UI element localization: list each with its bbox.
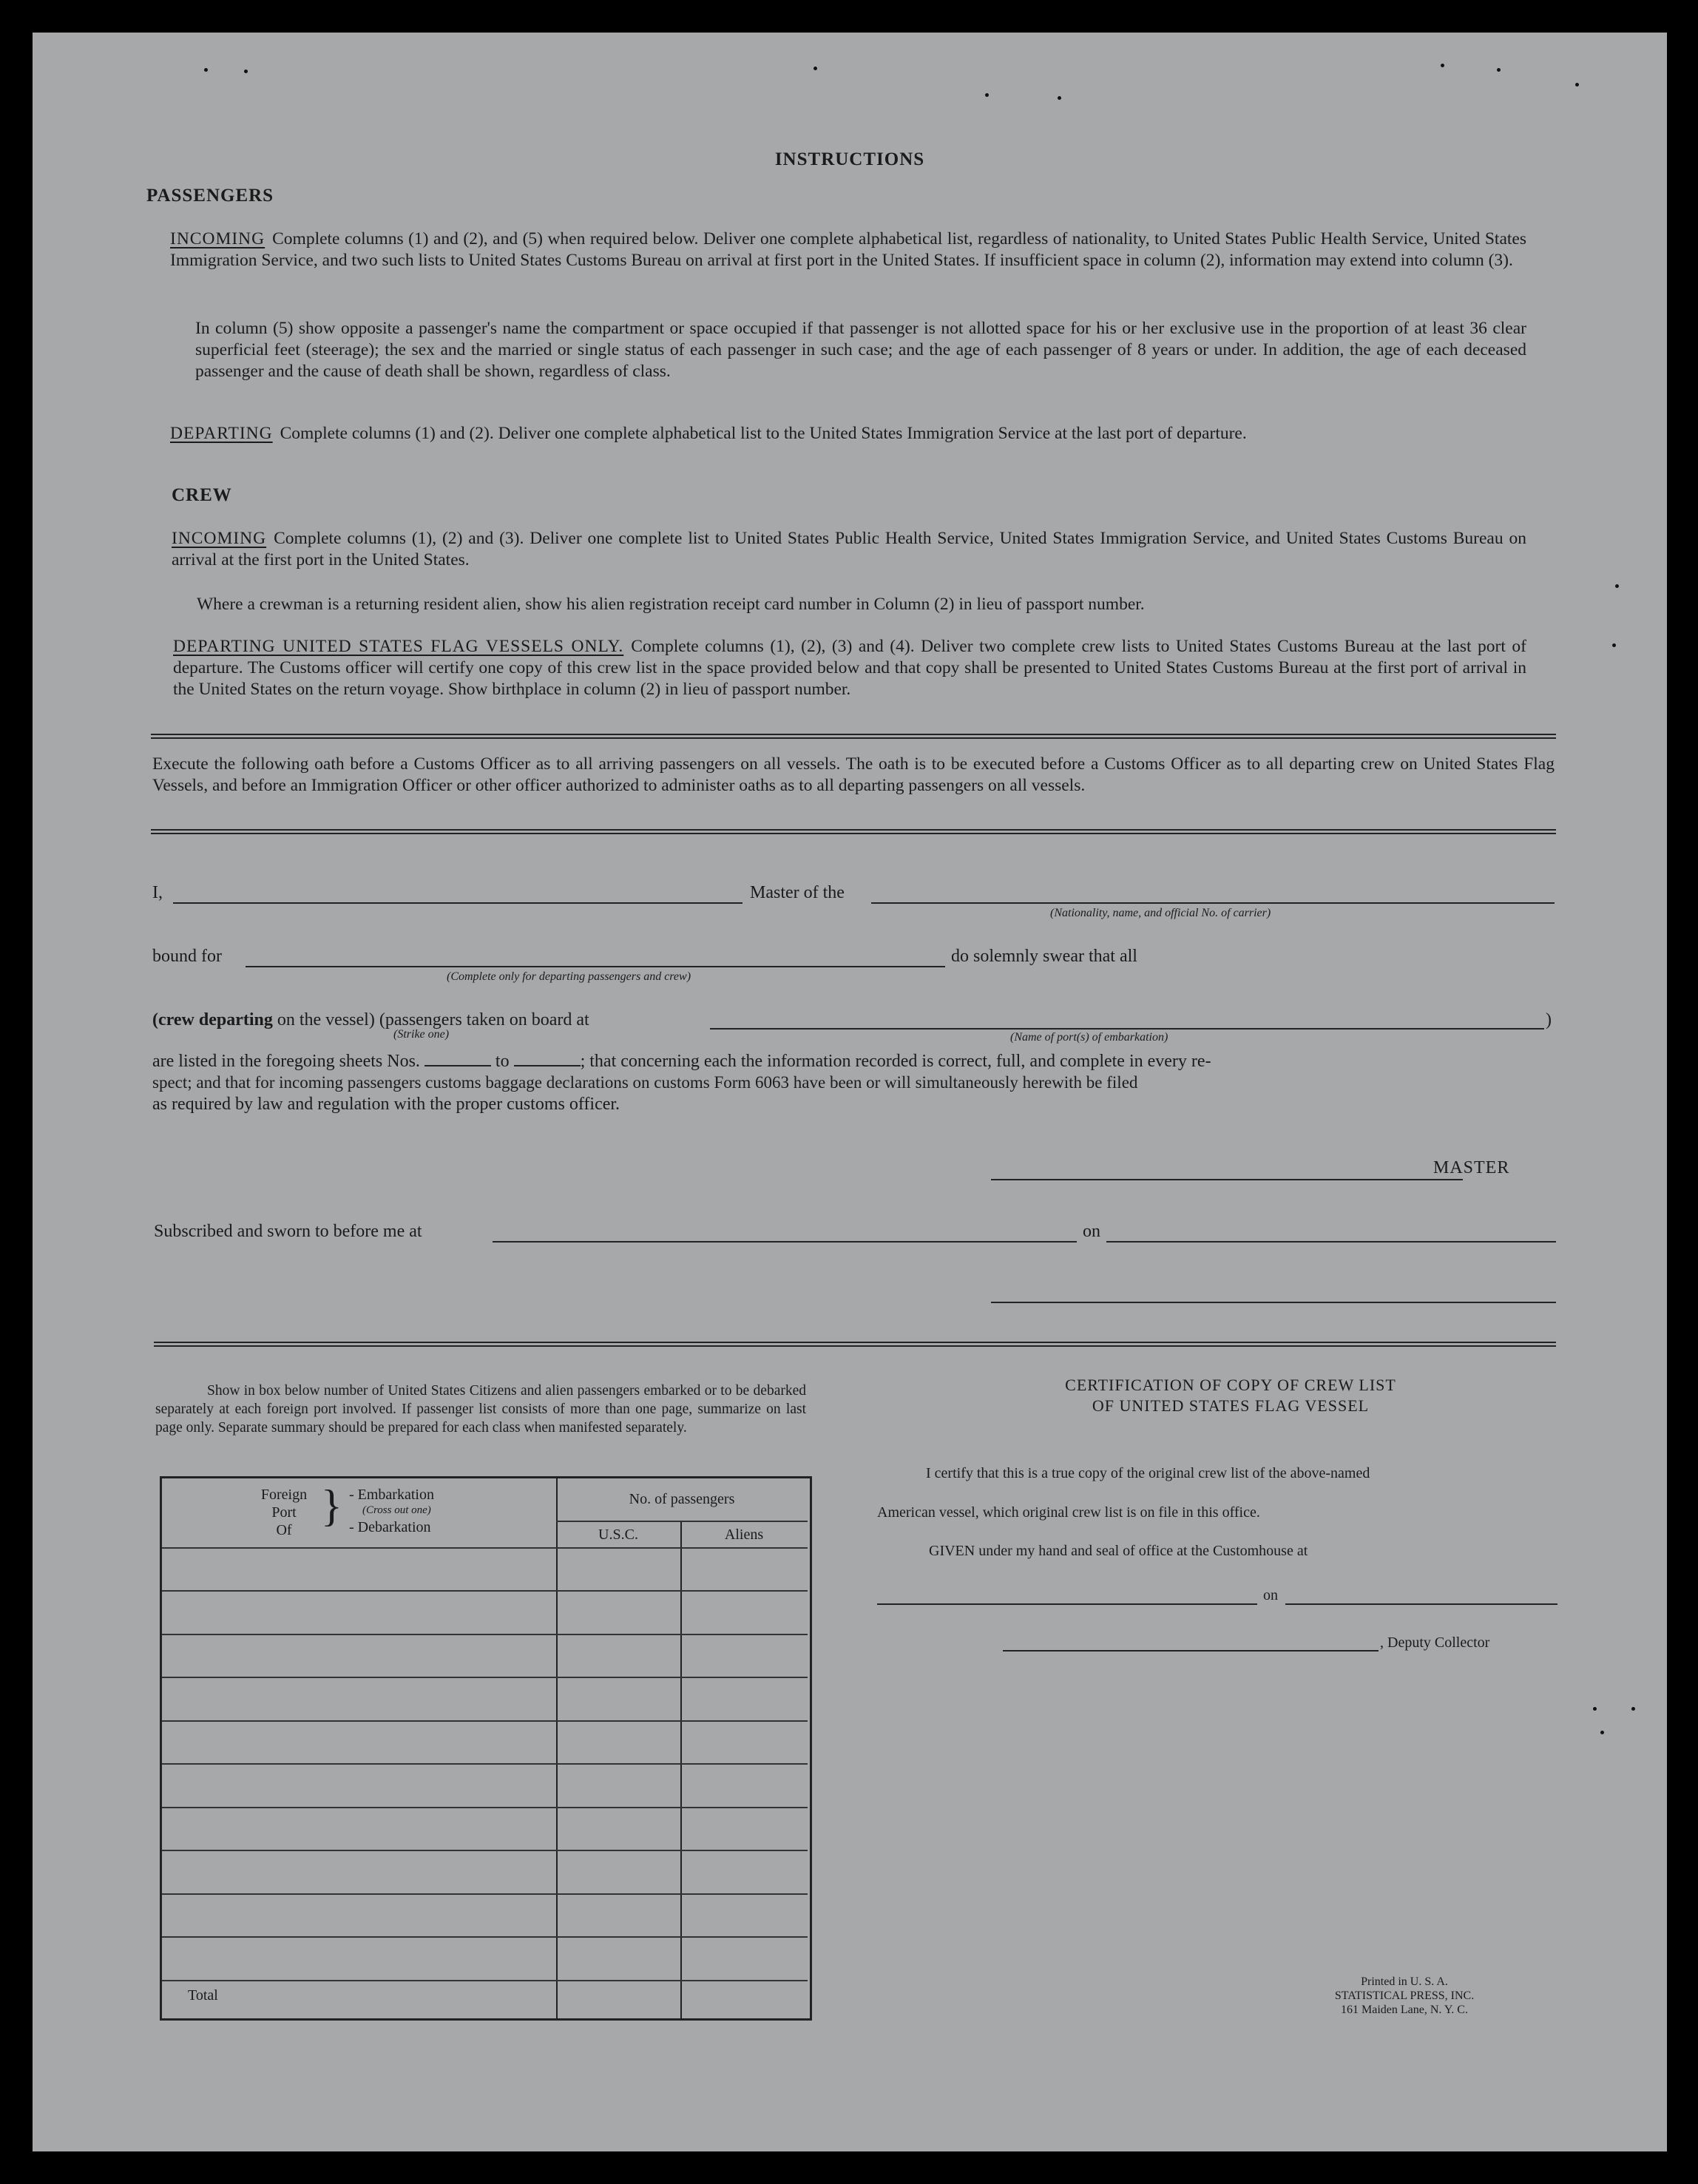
section-divider — [151, 734, 1556, 739]
document-page — [33, 33, 1667, 2151]
master-of-the-label: Master of the — [750, 883, 845, 902]
total-label: Total — [188, 1987, 218, 2004]
section-divider — [151, 829, 1556, 834]
scan-speck — [814, 67, 817, 70]
passengers-taken-text: (passengers taken on board at — [379, 1010, 589, 1030]
printer-line-3: 161 Maiden Lane, N. Y. C. — [1341, 2004, 1468, 2016]
carrier-note: (Nationality, name, and official No. of carrier) — [1050, 907, 1271, 919]
header-foreign: Foreign — [260, 1487, 308, 1503]
officer-signature-field[interactable] — [991, 1302, 1556, 1303]
crew-incoming-text: Complete columns (1), (2) and (3). Deliver one complete list to United States Public Health Service, United States Immigration Service, and United States Customs Bureau on arrival at the first port in the United States. — [172, 529, 1526, 569]
crew-passengers-line — [152, 1010, 589, 1030]
passengers-incoming-label: INCOMING — [170, 229, 265, 249]
passengers-incoming-text: Complete columns (1) and (2), and (5) when required below. Deliver one complete alphabetical list, regardless of nationality, to United States Public Health Service, United States Immigration Service, and two such lists to United States Customs Bureau on arrival at first port in the United States. If insufficient space in column (2), information may extend into column (3). — [170, 229, 1526, 270]
table-divider — [556, 1521, 808, 1522]
page-title: INSTRUCTIONS — [774, 149, 925, 169]
scan-speck — [244, 70, 248, 73]
sheet-to-field[interactable] — [514, 1065, 581, 1066]
certification-on: on — [1263, 1587, 1278, 1603]
header-cross-out: (Cross out one) — [362, 1504, 431, 1516]
header-port: Port — [271, 1504, 297, 1521]
passengers-incoming-paragraph — [170, 229, 1526, 271]
subscribed-label: Subscribed and sworn to before me at — [154, 1222, 422, 1241]
sworn-on-label: on — [1083, 1222, 1100, 1241]
table-divider — [556, 1476, 558, 2021]
table-row — [162, 1850, 808, 1851]
crew-incoming-label: INCOMING — [172, 529, 267, 548]
table-row — [162, 1763, 808, 1765]
scan-speck — [985, 93, 989, 97]
scan-speck — [1441, 64, 1444, 67]
table-row — [162, 1807, 808, 1808]
table-row — [162, 1720, 808, 1722]
scan-speck — [1058, 96, 1061, 100]
oath-instruction: Execute the following oath before a Customs Officer as to all arriving passengers on all vessels. The oath is to be executed before a Customs Officer as to all departing crew on United States Flag Vessels, and before an Immigration Officer or other officer authorized to administer oaths as to all departing passengers on all vessels. — [152, 754, 1555, 795]
bound-note: (Complete only for departing passengers and crew) — [447, 970, 691, 983]
bound-for-label: bound for — [152, 947, 222, 966]
sworn-place-field[interactable] — [493, 1241, 1077, 1243]
ports-note: (Name of port(s) of embarkation) — [1010, 1031, 1168, 1044]
sheet-from-field[interactable] — [424, 1065, 491, 1066]
brace-icon: } — [321, 1481, 342, 1530]
scan-speck — [1615, 584, 1619, 588]
header-debarkation: - Debarkation — [349, 1519, 431, 1535]
table-divider — [680, 1522, 682, 2021]
printer-line-2: STATISTICAL PRESS, INC. — [1334, 1989, 1475, 2002]
header-aliens: Aliens — [724, 1527, 764, 1543]
header-embarkation: - Embarkation — [349, 1487, 434, 1503]
sworn-date-field[interactable] — [1106, 1241, 1556, 1243]
on-vessel-text: on the vessel) — [277, 1010, 375, 1030]
deputy-collector-label: , Deputy Collector — [1380, 1634, 1490, 1651]
header-of: Of — [276, 1522, 292, 1538]
sheets-start: are listed in the foregoing sheets Nos. — [152, 1052, 420, 1071]
table-header-rule — [162, 1547, 808, 1549]
deputy-signature-field[interactable] — [1003, 1650, 1379, 1651]
crew-departing-text: (crew departing — [152, 1010, 273, 1030]
certification-title-2: OF UNITED STATES FLAG VESSEL — [1092, 1396, 1370, 1415]
master-name-field[interactable] — [173, 902, 743, 904]
table-row — [162, 1936, 808, 1938]
strike-one-note: (Strike one) — [393, 1028, 450, 1041]
crew-heading: CREW — [172, 485, 232, 505]
oath-line-2: spect; and that for incoming passengers customs baggage declarations on customs Form 6063 have been or will simultaneously herewith be filed — [152, 1073, 1138, 1092]
certification-line-2: American vessel, which original crew list is on file in this office. — [877, 1504, 1260, 1521]
crew-departing-label: DEPARTING UNITED STATES FLAG VESSELS ONLY. — [173, 637, 624, 656]
bound-for-field[interactable] — [246, 966, 945, 967]
sheets-line — [152, 1052, 1555, 1072]
swear-text: do solemnly swear that all — [951, 947, 1137, 966]
summary-instruction: Show in box below number of United States Citizens and alien passengers embarked or to be debarked separately at each foreign port involved. If passenger list consists of more than one page, summarize on last page only. Separate summary should be prepared for each class when manifested separately. — [155, 1383, 806, 1436]
scan-speck — [204, 68, 208, 72]
passengers-heading: PASSENGERS — [146, 186, 274, 206]
scan-speck — [1575, 83, 1579, 87]
scan-speck — [1497, 68, 1501, 72]
table-row — [162, 1893, 808, 1895]
passengers-departing-paragraph — [170, 423, 1526, 444]
passengers-departing-label: DEPARTING — [170, 424, 273, 443]
crew-resident-paragraph: Where a crewman is a returning resident alien, show his alien registration receipt card number in Column (2) in lieu of passport number. — [197, 595, 1145, 614]
customhouse-field[interactable] — [877, 1603, 1257, 1605]
section-divider — [154, 1342, 1556, 1347]
table-row — [162, 1980, 808, 1981]
header-no-passengers: No. of passengers — [629, 1491, 735, 1507]
certification-title-1: CERTIFICATION OF COPY OF CREW LIST — [1065, 1376, 1396, 1394]
table-row — [162, 1634, 808, 1635]
oath-i: I, — [152, 883, 163, 902]
embarkation-ports-field[interactable] — [710, 1028, 1544, 1030]
sheets-to: to — [495, 1052, 510, 1071]
scan-speck — [1593, 1707, 1597, 1711]
close-paren: ) — [1546, 1010, 1552, 1030]
scan-speck — [1612, 643, 1616, 647]
oath-line-3: as required by law and regulation with the proper customs officer. — [152, 1095, 620, 1114]
crew-departing-paragraph — [173, 636, 1526, 700]
header-usc: U.S.C. — [598, 1527, 638, 1543]
table-row — [162, 1677, 808, 1678]
printer-imprint — [1260, 1975, 1549, 2017]
passengers-departing-text: Complete columns (1) and (2). Deliver one complete alphabetical list to the United States Immigration Service at the last port of departure. — [280, 424, 1247, 443]
scan-speck — [1631, 1707, 1635, 1711]
certification-line-3: GIVEN under my hand and seal of office at the Customhouse at — [929, 1543, 1308, 1559]
summary-table — [160, 1476, 812, 2021]
table-row — [162, 1590, 808, 1592]
master-signature-field[interactable] — [991, 1179, 1463, 1180]
scan-speck — [1600, 1731, 1604, 1734]
master-label: MASTER — [1430, 1158, 1509, 1178]
crew-incoming-paragraph — [172, 528, 1526, 571]
certification-date-field[interactable] — [1285, 1603, 1557, 1605]
certification-line-1: I certify that this is a true copy of the original crew list of the above-named — [926, 1465, 1370, 1481]
crew-departing-text: Complete columns (1), (2), (3) and (4). Deliver two complete crew lists to United States Customs Bureau at the last port of departure. The Customs officer will certify one copy of this crew list in the space provided below and that copy shall be presented to United States Customs Bureau at the first port of arrival in the United States on the return voyage. Show birthplace in column (2) in lieu of passport number. — [173, 637, 1526, 699]
sheets-rest: ; that concerning each the information recorded is correct, full, and complete in every re- — [580, 1052, 1211, 1071]
carrier-field[interactable] — [871, 902, 1555, 904]
printer-line-1: Printed in U. S. A. — [1361, 1975, 1448, 1988]
column5-paragraph: In column (5) show opposite a passenger's name the compartment or space occupied if that passenger is not allotted space for his or her exclusive use in the proportion of at least 36 clear superficial feet (steerage); the sex and the married or single status of each passenger in such case; and the age of each passenger of 8 years or under. In addition, the age of each deceased passenger and the cause of death shall be shown, regardless of class. — [195, 319, 1526, 381]
